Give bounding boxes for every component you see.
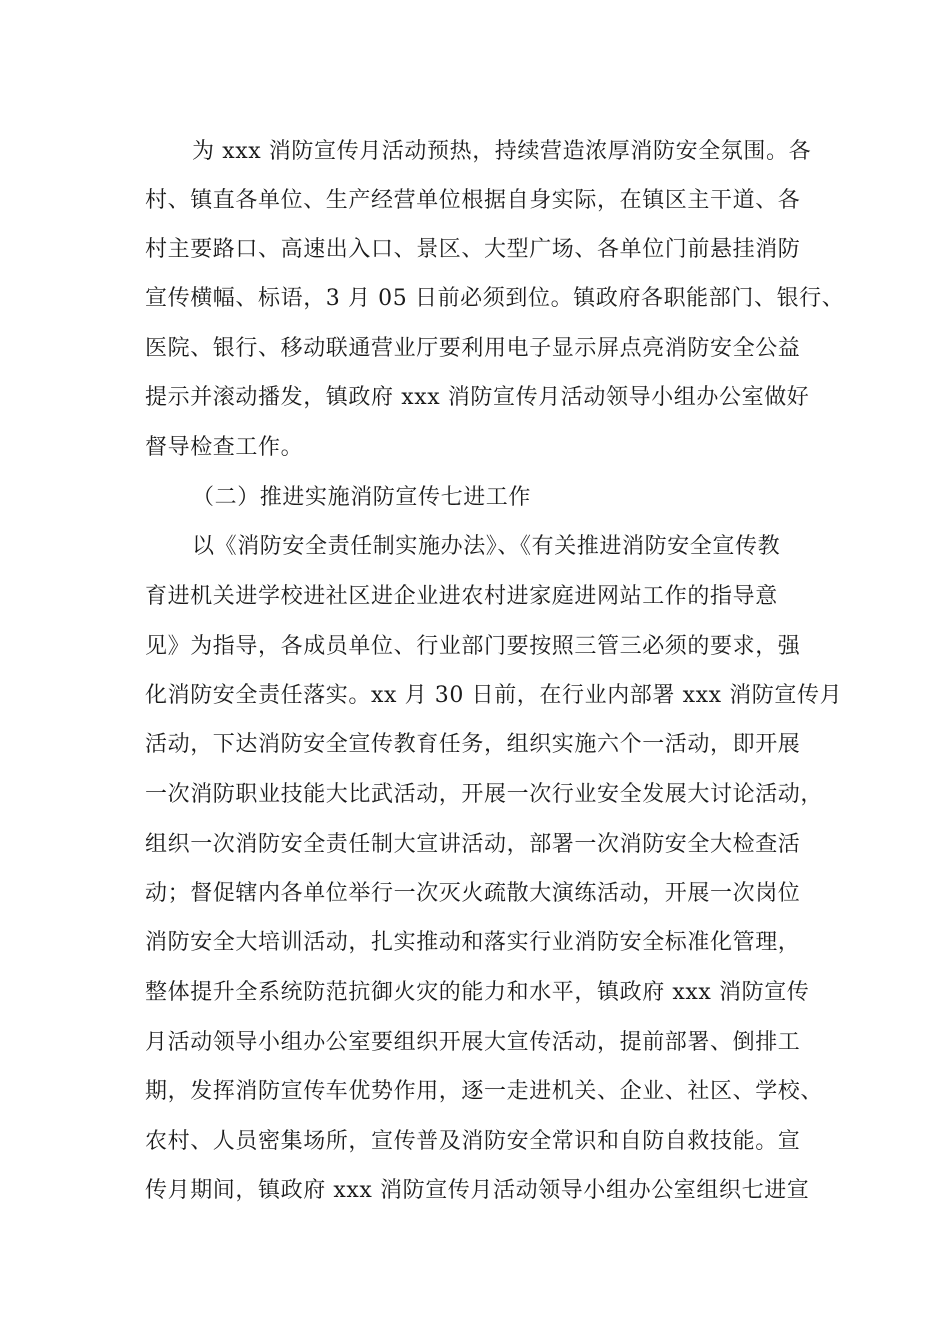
paragraph-2-line-9: 消防安全大培训活动，扎实推动和落实行业消防安全标准化管理， <box>145 930 801 955</box>
paragraph-2-line-2: 育进机关进学校进社区进企业进农村进家庭进网站工作的指导意 <box>145 584 778 609</box>
paragraph-2-line-3: 见》为指导，各成员单位、行业部门要按照三管三必须的要求，强 <box>145 634 801 659</box>
paragraph-2-line-10: 整体提升全系统防范抗御火灾的能力和水平，镇政府 xxx 消防宣传 <box>145 980 810 1005</box>
paragraph-2-line-12: 期，发挥消防宣传车优势作用，逐一走进机关、企业、社区、学校、 <box>145 1079 824 1104</box>
paragraph-1-line-3: 村主要路口、高速出入口、景区、大型广场、各单位门前悬挂消防 <box>145 237 801 262</box>
paragraph-1-line-1: 为 xxx 消防宣传月活动预热，持续营造浓厚消防安全氛围。各 <box>192 139 812 164</box>
section-heading: （二）推进实施消防宣传七进工作 <box>192 485 532 510</box>
paragraph-2-line-1: 以《消防安全责任制实施办法》、《有关推进消防安全宣传教 <box>192 534 781 559</box>
paragraph-2-line-5: 活动，下达消防安全宣传教育任务，组织实施六个一活动，即开展 <box>145 732 801 757</box>
paragraph-2-line-7: 组织一次消防安全责任制大宣讲活动，部署一次消防安全大检查活 <box>145 832 801 857</box>
paragraph-2-line-13: 农村、人员密集场所，宣传普及消防安全常识和自防自救技能。宣 <box>145 1129 801 1154</box>
paragraph-2-line-8: 动；督促辖内各单位举行一次灭火疏散大演练活动，开展一次岗位 <box>145 881 801 906</box>
paragraph-1-line-2: 村、镇直各单位、生产经营单位根据自身实际，在镇区主干道、各 <box>145 188 801 213</box>
paragraph-2-line-4: 化消防安全责任落实。xx 月 30 日前，在行业内部署 xxx 消防宣传月 <box>145 683 843 708</box>
paragraph-2-line-11: 月活动领导小组办公室要组织开展大宣传活动，提前部署、倒排工 <box>145 1030 801 1055</box>
paragraph-1-line-4: 宣传横幅、标语，3 月 05 日前必须到位。镇政府各职能部门、银行、 <box>145 286 845 311</box>
paragraph-2-line-6: 一次消防职业技能大比武活动，开展一次行业安全发展大讨论活动， <box>145 782 824 807</box>
paragraph-2-line-14: 传月期间，镇政府 xxx 消防宣传月活动领导小组办公室组织七进宣 <box>145 1178 810 1203</box>
paragraph-1-line-7: 督导检查工作。 <box>145 435 304 460</box>
paragraph-1-line-6: 提示并滚动播发，镇政府 xxx 消防宣传月活动领导小组办公室做好 <box>145 385 810 410</box>
paragraph-1-line-5: 医院、银行、移动联通营业厅要利用电子显示屏点亮消防安全公益 <box>145 336 801 361</box>
